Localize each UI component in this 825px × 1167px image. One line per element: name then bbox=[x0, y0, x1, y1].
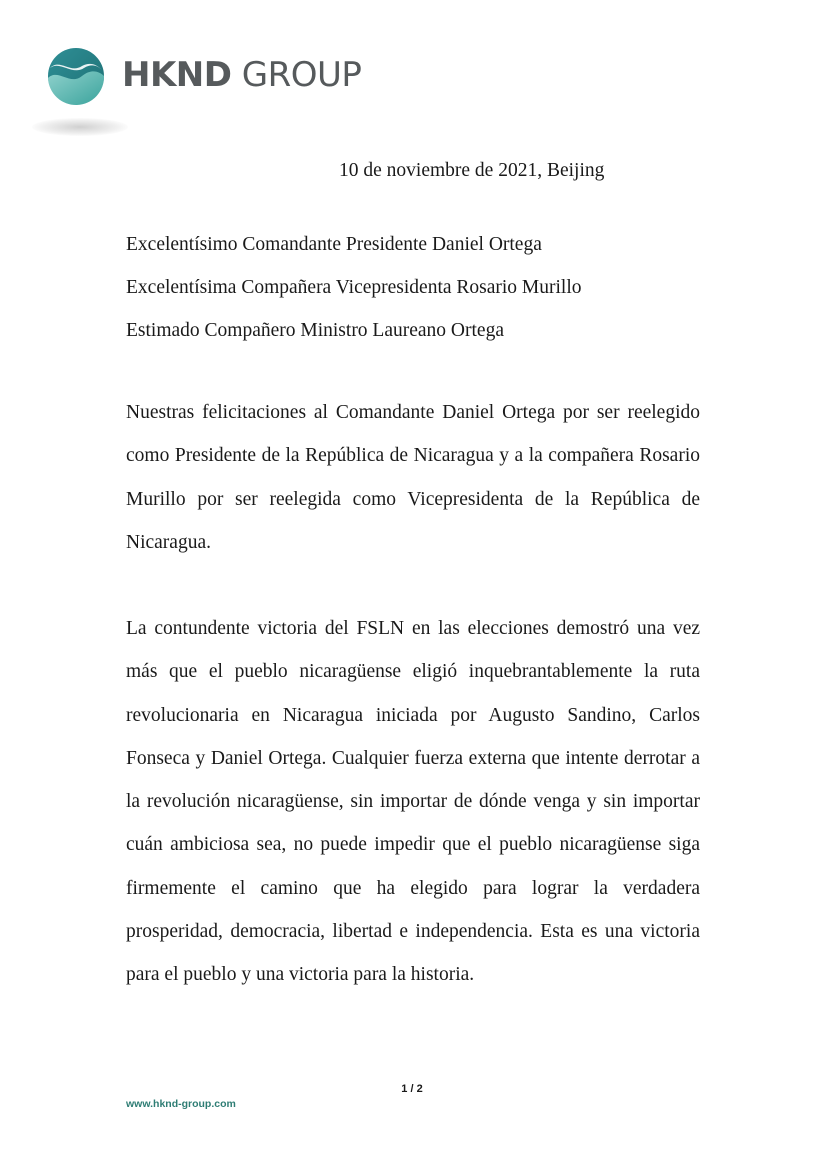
page-number: 1 / 2 bbox=[401, 1083, 423, 1095]
logo-bold-text: HKND bbox=[122, 55, 232, 95]
body-paragraph: La contundente victoria del FSLN en las elecciones demostró una vez más que el pueblo nicaragüense eligió inquebrantablemente la ruta revolucionaria en Nicaragua iniciada por Augusto Sandino, Carlos Fonseca y Daniel Ortega. Cualquier fuerza externa que intente derrotar a la revolución nicaragüense, sin importar de dónde venga y sin importar cuán ambiciosa sea, no puede impedir que el pueblo nicaragüense siga firmemente el camino que ha elegido para lograr la verdadera prosperidad, democracia, libertad e independencia. Esta es una victoria para el pueblo y una victoria para la historia. bbox=[126, 618, 700, 986]
logo-shadow bbox=[32, 118, 128, 136]
addressee-block bbox=[126, 231, 582, 360]
logo-wordmark bbox=[122, 53, 361, 97]
hknd-logo-icon bbox=[46, 46, 106, 106]
website-link[interactable]: www.hknd-group.com bbox=[126, 1098, 236, 1110]
company-logo bbox=[46, 46, 366, 146]
body-paragraph: Nuestras felicitaciones al Comandante Daniel Ortega por ser reelegido como Presidente de la República de Nicaragua y a la compañera Rosario Murillo por ser reelegida como Vicepresidenta de la República de Nicaragua. bbox=[126, 402, 700, 553]
addressee-line: Estimado Compañero Ministro Laureano Ortega bbox=[126, 320, 504, 341]
addressee-line: Excelentísimo Comandante Presidente Daniel Ortega bbox=[126, 234, 542, 255]
date-line: 10 de noviembre de 2021, Beijing bbox=[339, 160, 605, 181]
logo-light-text: GROUP bbox=[231, 55, 362, 95]
addressee-line: Excelentísima Compañera Vicepresidenta Rosario Murillo bbox=[126, 277, 582, 298]
